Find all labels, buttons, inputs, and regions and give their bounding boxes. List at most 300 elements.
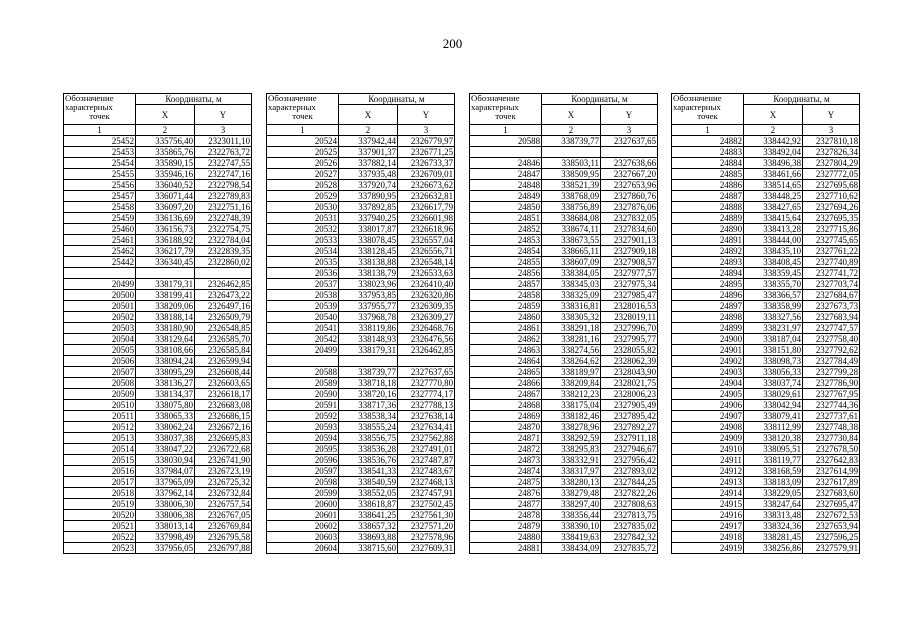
x-coordinate: 338281,45 [744, 532, 803, 543]
table-row [64, 301, 252, 312]
point-number: 20539 [267, 301, 339, 312]
table-row [672, 378, 860, 389]
table-row [470, 356, 658, 367]
y-coordinate: 2322798,54 [195, 180, 252, 191]
y-coordinate: 2322747,16 [195, 169, 252, 180]
table-row [672, 301, 860, 312]
table-row [64, 147, 252, 158]
table-row [470, 411, 658, 422]
point-number: 24852 [470, 224, 542, 235]
y-coordinate: 2326468,76 [398, 323, 455, 334]
x-coordinate: 338120,38 [744, 433, 803, 444]
x-coordinate: 338324,36 [744, 521, 803, 532]
table-row [267, 466, 455, 477]
table-row [64, 290, 252, 301]
x-coordinate: 338134,37 [136, 389, 195, 400]
y-coordinate: 2326320,86 [398, 290, 455, 301]
y-coordinate: 2327876,06 [601, 202, 658, 213]
point-number: 25459 [64, 213, 136, 224]
x-coordinate: 338536,28 [339, 444, 398, 455]
x-coordinate: 338212,23 [542, 389, 601, 400]
table-row [267, 169, 455, 180]
table-row [64, 334, 252, 345]
designation-header-line: характерных [65, 102, 113, 112]
table-row [267, 367, 455, 378]
point-number: 20528 [267, 180, 339, 191]
table-row [470, 136, 658, 147]
x-coordinate: 338556,75 [339, 433, 398, 444]
x-coordinate: 338496,38 [744, 158, 803, 169]
point-number: 20521 [64, 521, 136, 532]
y-coordinate: 2327617,89 [803, 477, 860, 488]
x-coordinate: 338023,96 [339, 279, 398, 290]
point-number: 24912 [672, 466, 744, 477]
table-row [267, 532, 455, 543]
point-number: 20500 [64, 290, 136, 301]
y-coordinate: 2322839,35 [195, 246, 252, 257]
column-number: 1 [267, 125, 339, 136]
table-row [267, 323, 455, 334]
table-row [267, 213, 455, 224]
y-coordinate: 2327895,42 [601, 411, 658, 422]
y-coordinate: 2326462,85 [195, 279, 252, 290]
y-coordinate: 2326548,85 [195, 323, 252, 334]
x-coordinate: 338693,88 [339, 532, 398, 543]
designation-header-line: точек [697, 111, 718, 121]
table-row [470, 444, 658, 455]
x-coordinate: 338448,25 [744, 191, 803, 202]
x-coordinate: 337968,78 [339, 312, 398, 323]
table-row [470, 378, 658, 389]
y-coordinate: 2327741,72 [803, 268, 860, 279]
table-row [64, 356, 252, 367]
y-coordinate: 2327788,13 [398, 400, 455, 411]
designation-header-line: Обозначение [65, 93, 114, 103]
y-coordinate: 2328016,53 [601, 301, 658, 312]
y-coordinate: 2328043,90 [601, 367, 658, 378]
x-coordinate: 338264,62 [542, 356, 601, 367]
y-coordinate: 2327653,94 [803, 521, 860, 532]
y-coordinate: 2327792,62 [803, 345, 860, 356]
table-row [64, 224, 252, 235]
point-number: 24892 [672, 246, 744, 257]
y-coordinate: 2322763,72 [195, 147, 252, 158]
point-number: 20513 [64, 433, 136, 444]
table-row [267, 510, 455, 521]
x-coordinate: 338138,88 [339, 257, 398, 268]
point-number: 24853 [470, 235, 542, 246]
table-row [672, 488, 860, 499]
table-row [470, 257, 658, 268]
y-coordinate: 2327893,02 [601, 466, 658, 477]
point-number: 24873 [470, 455, 542, 466]
y-coordinate: 2326556,71 [398, 246, 455, 257]
table-row [470, 455, 658, 466]
table-row [64, 532, 252, 543]
table-row [267, 400, 455, 411]
y-coordinate: 2327761,22 [803, 246, 860, 257]
x-coordinate: 338297,40 [542, 499, 601, 510]
x-coordinate: 338182,46 [542, 411, 601, 422]
table-row [470, 334, 658, 345]
y-coordinate: 2327804,29 [803, 158, 860, 169]
x-coordinate: 337882,14 [339, 158, 398, 169]
x-coordinate: 338292,59 [542, 433, 601, 444]
point-number: 24876 [470, 488, 542, 499]
y-coordinate: 2327678,50 [803, 444, 860, 455]
point-number: 24874 [470, 466, 542, 477]
y-coordinate: 2327695,35 [803, 213, 860, 224]
x-coordinate: 338355,70 [744, 279, 803, 290]
table-row [470, 510, 658, 521]
x-coordinate: 338112,99 [744, 422, 803, 433]
table-row [470, 521, 658, 532]
point-number: 24918 [672, 532, 744, 543]
y-coordinate: 2327695,68 [803, 180, 860, 191]
table-row [64, 158, 252, 169]
x-coordinate: 338332,91 [542, 455, 601, 466]
x-coordinate: 336136,69 [136, 213, 195, 224]
point-number: 24875 [470, 477, 542, 488]
coordinate-tables [63, 93, 859, 585]
x-coordinate: 338168,59 [744, 466, 803, 477]
point-number: 24901 [672, 345, 744, 356]
table-row [672, 202, 860, 213]
y-coordinate: 2327468,13 [398, 477, 455, 488]
column-number: 2 [339, 125, 398, 136]
x-coordinate: 338715,60 [339, 543, 398, 554]
table-row [672, 466, 860, 477]
x-coordinate: 338119,77 [744, 455, 803, 466]
coordinate-table [266, 93, 455, 554]
y-coordinate: 2328055,82 [601, 345, 658, 356]
designation-header-line: характерных [471, 102, 519, 112]
table-row [64, 136, 252, 147]
table-row [64, 180, 252, 191]
y-coordinate: 2327694,26 [803, 202, 860, 213]
designation-header-line: точек [495, 111, 516, 121]
point-number: 20588 [470, 136, 542, 147]
x-coordinate: 338657,32 [339, 521, 398, 532]
point-number: 24897 [672, 301, 744, 312]
point-number: 20589 [267, 378, 339, 389]
point-number: 24880 [470, 532, 542, 543]
y-coordinate: 2323011,10 [195, 136, 252, 147]
point-number: 25456 [64, 180, 136, 191]
y-coordinate: 2326769,84 [195, 521, 252, 532]
point-number: 24871 [470, 433, 542, 444]
y-coordinate: 2326686,15 [195, 411, 252, 422]
table-row [64, 455, 252, 466]
point-number: 20510 [64, 400, 136, 411]
point-number: 24848 [470, 180, 542, 191]
x-coordinate: 338180,90 [136, 323, 195, 334]
x-coordinate: 338006,30 [136, 499, 195, 510]
point-number: 20530 [267, 202, 339, 213]
y-coordinate: 2328006,23 [601, 389, 658, 400]
x-coordinate: 338317,97 [542, 466, 601, 477]
y-coordinate: 2326723,19 [195, 466, 252, 477]
point-number: 24881 [470, 543, 542, 554]
point-number: 20535 [267, 257, 339, 268]
point-number: 24919 [672, 543, 744, 554]
y-coordinate: 2322784,04 [195, 235, 252, 246]
coordinates-header: Координаты, м [136, 94, 252, 105]
x-coordinate: 337956,05 [136, 543, 195, 554]
y-coordinate: 2327905,49 [601, 400, 658, 411]
table-row [672, 224, 860, 235]
x-coordinate: 338313,48 [744, 510, 803, 521]
point-number: 24889 [672, 213, 744, 224]
table-row [672, 136, 860, 147]
header-row [470, 94, 658, 105]
point-number: 20533 [267, 235, 339, 246]
table-row [470, 422, 658, 433]
point-number: 20504 [64, 334, 136, 345]
x-coordinate: 338442,92 [744, 136, 803, 147]
y-coordinate: 2327908,57 [601, 257, 658, 268]
y-coordinate: 2327772,05 [803, 169, 860, 180]
point-number: 20601 [267, 510, 339, 521]
designation-header-line: характерных [673, 102, 721, 112]
point-number: 20503 [64, 323, 136, 334]
x-coordinate: 338078,45 [339, 235, 398, 246]
table-row [672, 169, 860, 180]
designation-header [672, 94, 744, 125]
table-row [470, 477, 658, 488]
point-number: 24859 [470, 301, 542, 312]
page-number: 200 [442, 36, 463, 51]
x-coordinate: 338366,57 [744, 290, 803, 301]
x-coordinate: 338209,06 [136, 301, 195, 312]
y-coordinate [601, 147, 658, 158]
designation-header-line: Обозначение [268, 93, 317, 103]
x-coordinate: 336156,73 [136, 224, 195, 235]
point-number: 24907 [672, 411, 744, 422]
table-row [64, 257, 252, 268]
point-number: 25452 [64, 136, 136, 147]
table-row [470, 543, 658, 554]
y-coordinate: 2327774,17 [398, 389, 455, 400]
table-row [64, 268, 252, 279]
y-coordinate: 2326585,84 [195, 345, 252, 356]
y-coordinate: 2327745,65 [803, 235, 860, 246]
y-coordinate: 2326797,88 [195, 543, 252, 554]
y-coordinate: 2327985,47 [601, 290, 658, 301]
x-coordinate: 338674,11 [542, 224, 601, 235]
point-number: 24910 [672, 444, 744, 455]
y-coordinate: 2327892,27 [601, 422, 658, 433]
point-number: 24916 [672, 510, 744, 521]
y-coordinate: 2326476,56 [398, 334, 455, 345]
point-number: 20597 [267, 466, 339, 477]
table-row [672, 312, 860, 323]
header-row [672, 94, 860, 105]
table-row [672, 279, 860, 290]
x-coordinate: 338503,11 [542, 158, 601, 169]
x-coordinate: 336097,20 [136, 202, 195, 213]
table-row [267, 334, 455, 345]
y-coordinate: 2327748,38 [803, 422, 860, 433]
y-coordinate: 2327483,67 [398, 466, 455, 477]
table-row [267, 521, 455, 532]
table-row [64, 411, 252, 422]
y-header: Y [195, 105, 252, 125]
x-coordinate: 338108,66 [136, 345, 195, 356]
table-row [64, 169, 252, 180]
y-coordinate: 2327835,02 [601, 521, 658, 532]
y-header: Y [803, 105, 860, 125]
x-coordinate: 338718,18 [339, 378, 398, 389]
x-coordinate: 338717,36 [339, 400, 398, 411]
table-row [672, 400, 860, 411]
y-coordinate: 2327842,32 [601, 532, 658, 543]
table-row [267, 444, 455, 455]
point-number: 24864 [470, 356, 542, 367]
y-coordinate: 2327835,72 [601, 543, 658, 554]
x-coordinate: 337935,48 [339, 169, 398, 180]
point-number: 24858 [470, 290, 542, 301]
x-coordinate: 338183,09 [744, 477, 803, 488]
table-row [470, 191, 658, 202]
y-coordinate: 2322751,16 [195, 202, 252, 213]
table-row [672, 290, 860, 301]
y-coordinate: 2322747,55 [195, 158, 252, 169]
y-coordinate: 2326548,14 [398, 257, 455, 268]
table-row [672, 411, 860, 422]
point-number: 24849 [470, 191, 542, 202]
y-coordinate: 2326585,70 [195, 334, 252, 345]
point-number: 24862 [470, 334, 542, 345]
point-number: 24887 [672, 191, 744, 202]
x-coordinate: 338065,33 [136, 411, 195, 422]
point-number: 20531 [267, 213, 339, 224]
point-number: 25460 [64, 224, 136, 235]
table-row [470, 158, 658, 169]
table-row [64, 510, 252, 521]
y-coordinate: 2328021,75 [601, 378, 658, 389]
y-coordinate: 2327808,63 [601, 499, 658, 510]
point-number: 24856 [470, 268, 542, 279]
table-row [470, 499, 658, 510]
x-coordinate: 338056,33 [744, 367, 803, 378]
table-row [672, 158, 860, 169]
point-number: 25461 [64, 235, 136, 246]
y-coordinate: 2327786,90 [803, 378, 860, 389]
x-coordinate: 338079,41 [744, 411, 803, 422]
column-number-row [64, 125, 252, 136]
point-number: 24903 [672, 367, 744, 378]
x-coordinate: 338768,09 [542, 191, 601, 202]
table-row [470, 433, 658, 444]
y-coordinate: 2327710,62 [803, 191, 860, 202]
table-row [470, 224, 658, 235]
y-coordinate: 2326601,98 [398, 213, 455, 224]
table-row [672, 334, 860, 345]
y-coordinate: 2327996,70 [601, 323, 658, 334]
point-number: 24911 [672, 455, 744, 466]
y-coordinate [195, 268, 252, 279]
point-number: 25454 [64, 158, 136, 169]
x-header: X [744, 105, 803, 125]
point-number: 20541 [267, 323, 339, 334]
table-row [64, 345, 252, 356]
table-row [470, 180, 658, 191]
column-number-row [470, 125, 658, 136]
x-coordinate: 338607,09 [542, 257, 601, 268]
table-row [672, 213, 860, 224]
y-coordinate: 2326410,40 [398, 279, 455, 290]
y-coordinate: 2327695,47 [803, 499, 860, 510]
x-coordinate: 338521,39 [542, 180, 601, 191]
x-coordinate: 338509,95 [542, 169, 601, 180]
x-coordinate: 335890,15 [136, 158, 195, 169]
y-coordinate: 2327956,42 [601, 455, 658, 466]
point-number: 24913 [672, 477, 744, 488]
point-number: 20526 [267, 158, 339, 169]
table-row [267, 202, 455, 213]
x-header: X [542, 105, 601, 125]
table-row [64, 444, 252, 455]
y-coordinate: 2327813,75 [601, 510, 658, 521]
y-coordinate: 2326725,32 [195, 477, 252, 488]
column-number: 2 [744, 125, 803, 136]
point-number: 20508 [64, 378, 136, 389]
table-row [470, 312, 658, 323]
coordinates-header: Координаты, м [744, 94, 860, 105]
point-number: 24902 [672, 356, 744, 367]
table-row [267, 422, 455, 433]
point-number: 24861 [470, 323, 542, 334]
x-coordinate: 338427,65 [744, 202, 803, 213]
y-coordinate: 2327562,88 [398, 433, 455, 444]
point-number: 24878 [470, 510, 542, 521]
x-coordinate: 338095,29 [136, 367, 195, 378]
point-number: 24847 [470, 169, 542, 180]
point-number: 20590 [267, 389, 339, 400]
x-coordinate: 338295,83 [542, 444, 601, 455]
y-coordinate: 2327609,31 [398, 543, 455, 554]
x-coordinate: 338209,84 [542, 378, 601, 389]
y-coordinate: 2326608,44 [195, 367, 252, 378]
coordinate-table [671, 93, 860, 554]
y-coordinate: 2327767,95 [803, 389, 860, 400]
point-number: 20537 [267, 279, 339, 290]
point-number: 25457 [64, 191, 136, 202]
y-coordinate: 2326557,04 [398, 235, 455, 246]
point-number: 24893 [672, 257, 744, 268]
x-coordinate: 338756,89 [542, 202, 601, 213]
table-row [267, 180, 455, 191]
table-row [672, 521, 860, 532]
y-coordinate: 2326757,54 [195, 499, 252, 510]
coordinates-header: Координаты, м [339, 94, 455, 105]
y-coordinate: 2328062,39 [601, 356, 658, 367]
point-number: 24914 [672, 488, 744, 499]
column-number: 2 [542, 125, 601, 136]
y-coordinate: 2322754,75 [195, 224, 252, 235]
point-number: 24898 [672, 312, 744, 323]
table-row [64, 367, 252, 378]
table-row [470, 400, 658, 411]
table-row [267, 356, 455, 367]
table-row [672, 444, 860, 455]
table-row [672, 147, 860, 158]
table-row [267, 345, 455, 356]
point-number: 20542 [267, 334, 339, 345]
table-row [470, 213, 658, 224]
x-coordinate: 338555,24 [339, 422, 398, 433]
